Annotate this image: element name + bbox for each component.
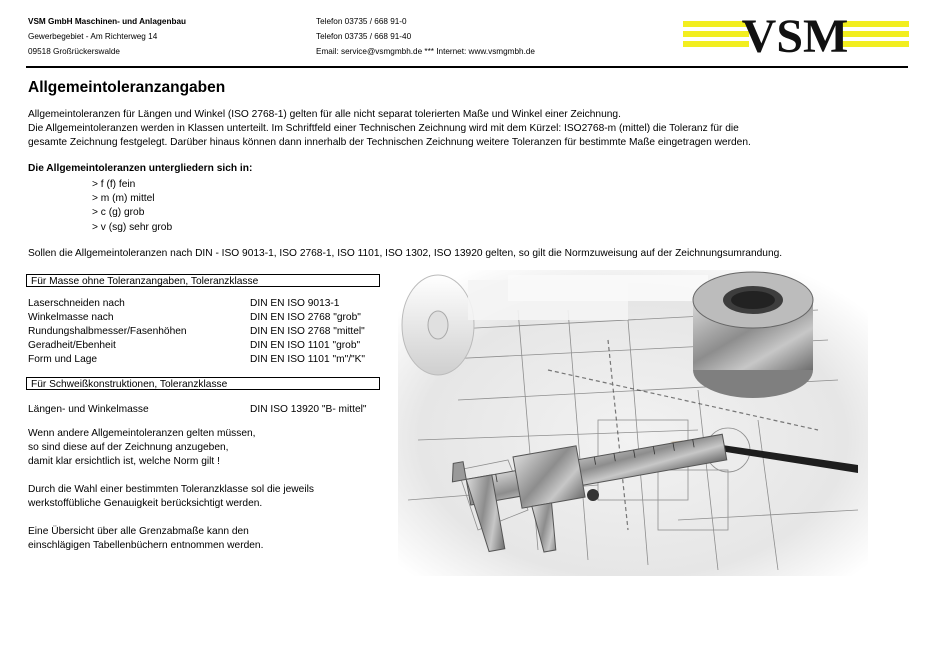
- intro-text: [28, 108, 908, 149]
- company-street: Gewerbegebiet - Am Richterweg 14: [28, 32, 158, 41]
- class-item: > m (m) mittel: [92, 193, 155, 205]
- section-header-welding: Für Schweißkonstruktionen, Toleranzklasse: [26, 377, 380, 390]
- paragraph-line: werkstoffübliche Genauigkeit berücksichtigt werden.: [28, 497, 263, 509]
- technical-drawing-photo: [398, 270, 868, 576]
- row-value: DIN EN ISO 1101 "m"/"K": [250, 354, 366, 365]
- paragraph-line: Eine Übersicht über alle Grenzabmaße kann den: [28, 526, 249, 537]
- paragraph-line: Wenn andere Allgemeintoleranzen gelten müssen,: [28, 428, 256, 439]
- row-value: DIN EN ISO 2768 "mittel": [250, 326, 365, 337]
- header-divider: [26, 66, 908, 68]
- intro-line: gesamte Zeichnung festgelegt. Darüber hinaus können dann innerhalb der Technischen Zeichnung weitere Toleranzen für bestimmte Maße eingetragen werden.: [28, 136, 751, 148]
- row-value: DIN ISO 13920 "B- mittel": [250, 404, 367, 415]
- page-title: Allgemeintoleranzangaben: [28, 79, 226, 96]
- vsm-logo: [683, 10, 909, 56]
- paragraph-line: damit klar ersichtlich ist, welche Norm gilt !: [28, 455, 220, 467]
- row-label: Form und Lage: [28, 354, 98, 365]
- norm-note: Sollen die Allgemeintoleranzen nach DIN - ISO 9013-1, ISO 2768-1, ISO 1101, ISO 1302, ISO 13920 gelten, so gilt die Normzuweisung auf der Zeichnungsumrandung.: [28, 248, 783, 259]
- row-label: Geradheit/Ebenheit: [28, 340, 116, 351]
- company-city: 09518 Großrückerswalde: [28, 47, 120, 56]
- paragraph-line: so sind diese auf der Zeichnung anzugeben,: [28, 441, 229, 453]
- row-value: DIN EN ISO 9013-1: [250, 298, 340, 309]
- fax-number: Telefon 03735 / 668 91-40: [316, 32, 412, 41]
- class-item: > v (sg) sehr grob: [92, 221, 173, 233]
- row-label: Laserschneiden nach: [28, 298, 125, 309]
- class-item: > c (g) grob: [92, 207, 145, 219]
- row-label: Winkelmasse nach: [28, 312, 114, 323]
- paragraph-tables: [28, 525, 263, 553]
- tolerance-class-list: [92, 178, 172, 235]
- logo-text: VSM: [741, 10, 849, 56]
- row-label: Rundungshalbmesser/Fasenhöhen: [28, 326, 187, 337]
- paragraph-class-choice: [28, 483, 314, 511]
- email-web: Email: service@vsmgmbh.de *** Internet: www.vsmgmbh.de: [316, 47, 535, 56]
- section-header-no-tolerance: Für Masse ohne Toleranzangaben, Toleranzklasse: [26, 274, 380, 287]
- row-value: DIN EN ISO 1101 "grob": [250, 340, 361, 351]
- row-label: Längen- und Winkelmasse: [28, 404, 149, 415]
- paragraph-line: Durch die Wahl einer bestimmten Toleranzklasse sol die jeweils: [28, 484, 314, 495]
- company-address: [28, 14, 186, 59]
- phone-number: Telefon 03735 / 668 91-0: [316, 17, 407, 26]
- company-contact: [316, 14, 535, 59]
- paragraph-line: einschlägigen Tabellenbüchern entnommen werden.: [28, 539, 264, 551]
- row-value: DIN EN ISO 2768 "grob": [250, 312, 361, 323]
- intro-line: Allgemeintoleranzen für Längen und Winkel (ISO 2768-1) gelten für alle nicht separat tolerierten Maße und Winkel einer Zeichnung.: [28, 109, 621, 120]
- company-name: VSM GmbH Maschinen- und Anlagenbau: [28, 17, 186, 26]
- paragraph-other-tolerances: [28, 427, 255, 468]
- classes-subheading: Die Allgemeintoleranzen untergliedern sich in:: [28, 163, 253, 174]
- intro-line: Die Allgemeintoleranzen werden in Klassen unterteilt. Im Schriftfeld einer Technischen Zeichnung wird mit dem Kürzel: ISO2768-m (mittel) die Toleranz für die: [28, 122, 739, 134]
- class-item: > f (f) fein: [92, 179, 136, 190]
